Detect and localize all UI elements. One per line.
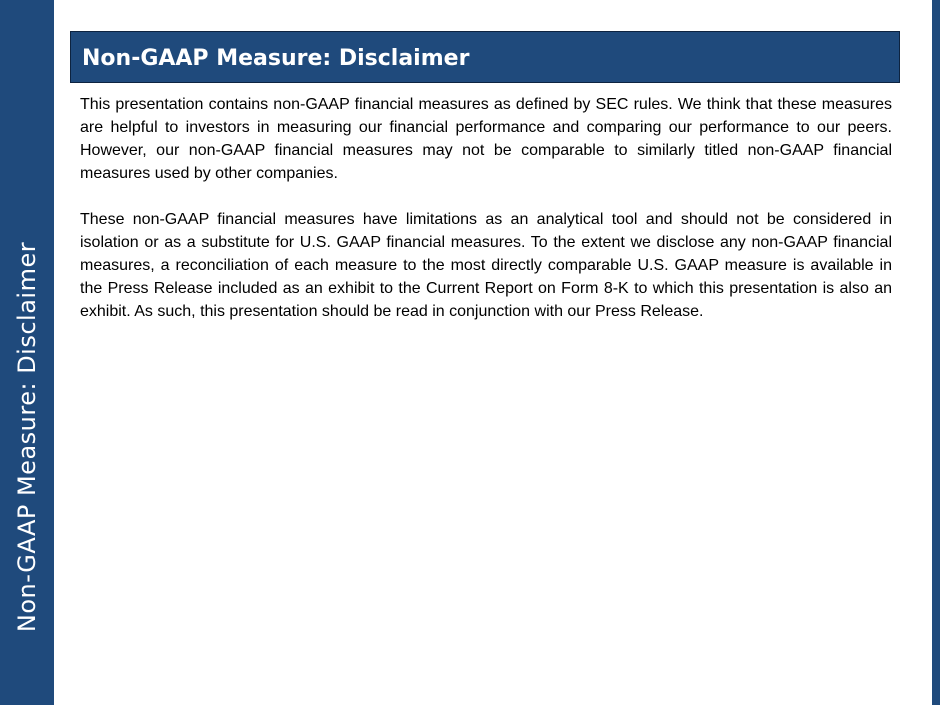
- disclaimer-body: [80, 93, 892, 323]
- page-title: Non-GAAP Measure: Disclaimer: [82, 46, 470, 71]
- right-edge-bar: [932, 0, 940, 705]
- disclaimer-paragraph-2: These non-GAAP financial measures have limitations as an analytical tool and should not be considered in isolation or as a substitute for U.S. GAAP financial measures. To the extent we disclose any non-GAAP financial measures, a reconciliation of each measure to the most directly comparable U.S. GAAP measure is available in the Press Release included as an exhibit to the Current Report on Form 8-K to which this presentation is also an exhibit. As such, this presentation should be read in conjunction with our Press Release.: [80, 211, 892, 320]
- title-banner: [70, 31, 900, 83]
- disclaimer-paragraph-1: This presentation contains non-GAAP financial measures as defined by SEC rules. We think that these measures are helpful to investors in measuring our financial performance and comparing our performance to our peers. However, our non-GAAP financial measures may not be comparable to similarly titled non-GAAP financial measures used by other companies.: [80, 96, 892, 182]
- left-sidebar: [0, 0, 54, 705]
- vertical-side-title: Non-GAAP Measure: Disclaimer: [13, 241, 41, 633]
